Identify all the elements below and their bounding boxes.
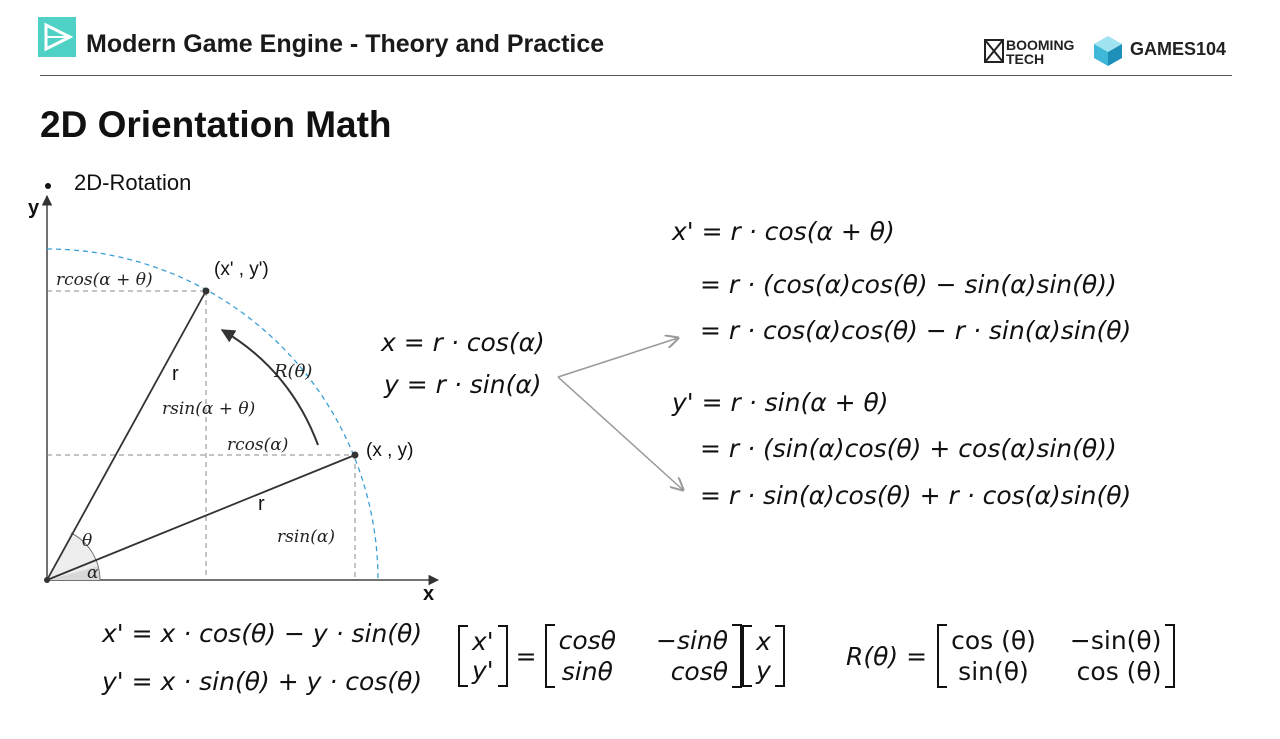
- theta-label: θ: [82, 531, 93, 551]
- arrow-to-yprime: [558, 377, 683, 490]
- games104-cube-icon: [1092, 34, 1124, 68]
- x-definition: x = r · cos(α): [381, 328, 545, 357]
- yprime-line-2: = r · (sin(α)cos(θ) + cos(α)sin(θ)): [700, 434, 1117, 463]
- axis-x-label: x: [423, 583, 435, 605]
- xprime-line-2: = r · (cos(α)cos(θ) − sin(α)sin(θ)): [700, 270, 1117, 299]
- matrix-equals: =: [515, 641, 537, 671]
- rotation-diagram: [0, 0, 700, 610]
- point-original-label: (x , y): [366, 440, 414, 461]
- rcos-alpha-theta-label: rcos(α + θ): [56, 270, 153, 290]
- radius-lower-label: r: [258, 493, 265, 515]
- vector-rotated: [47, 291, 206, 580]
- lhs-y: y': [472, 656, 494, 685]
- r-cell-00: cos (θ): [951, 626, 1036, 655]
- xprime-line-3: = r · cos(α)cos(θ) − r · sin(α)sin(θ): [700, 316, 1132, 345]
- rhs-y: y: [756, 656, 771, 685]
- result-x-equation: x' = x · cos(θ) − y · sin(θ): [102, 619, 423, 648]
- lhs-x: x': [472, 627, 494, 656]
- rcos-alpha-label: rcos(α): [227, 435, 289, 455]
- result-y-equation: y' = x · sin(θ) + y · cos(θ): [102, 667, 423, 696]
- arrow-to-xprime: [558, 338, 678, 377]
- point-original-dot: [352, 452, 359, 459]
- radius-upper-label: r: [172, 363, 179, 385]
- rhs-vector: [742, 625, 785, 687]
- rot-cell-10: sinθ: [561, 657, 613, 686]
- r-cell-11: cos (θ): [1076, 657, 1162, 686]
- brand-booming-line2: TECH: [1006, 51, 1045, 67]
- yprime-line-1: y' = r · sin(α + θ): [672, 388, 889, 417]
- rsin-alpha-theta-label: rsin(α + θ): [162, 399, 256, 419]
- yprime-line-3: = r · sin(α)cos(θ) + r · cos(α)sin(θ): [700, 481, 1132, 510]
- r-cell-10: sin(θ): [958, 657, 1029, 686]
- brand-booming-tech: [1006, 38, 1074, 66]
- r-matrix-definition: [846, 620, 1175, 692]
- r-matrix-lhs: R(θ) =: [846, 641, 928, 671]
- matrix-equation: [458, 620, 785, 692]
- slide-title: 2D Orientation Math: [40, 104, 392, 145]
- rsin-alpha-label: rsin(α): [277, 527, 335, 547]
- brand-booming-line1: BOOMING: [1006, 37, 1075, 53]
- bullet-text: 2D-Rotation: [74, 170, 192, 195]
- r-matrix: [937, 624, 1175, 688]
- y-definition: y = r · sin(α): [384, 370, 542, 399]
- rot-cell-11: cosθ: [670, 657, 729, 686]
- vector-original: [47, 455, 355, 580]
- alpha-label: α: [87, 563, 99, 583]
- rot-cell-01: −sinθ: [656, 626, 729, 655]
- axis-y-label: y: [28, 197, 40, 219]
- header-title: Modern Game Engine - Theory and Practice: [86, 30, 605, 58]
- rotation-label: R(θ): [274, 361, 313, 382]
- origin-dot: [44, 577, 50, 583]
- rhs-x: x: [756, 627, 771, 656]
- booming-tech-logo-icon: [983, 38, 1005, 64]
- brand-games104: GAMES104: [1130, 39, 1227, 59]
- rotation-arrow: [222, 330, 318, 445]
- point-rotated-label: (x' , y'): [214, 259, 269, 280]
- r-cell-01: −sin(θ): [1069, 626, 1162, 655]
- rot-cell-00: cosθ: [558, 626, 616, 655]
- lhs-vector: [458, 625, 508, 687]
- xprime-line-1: x' = r · cos(α + θ): [672, 217, 895, 246]
- point-rotated-dot: [203, 288, 210, 295]
- rotation-matrix: [545, 624, 742, 688]
